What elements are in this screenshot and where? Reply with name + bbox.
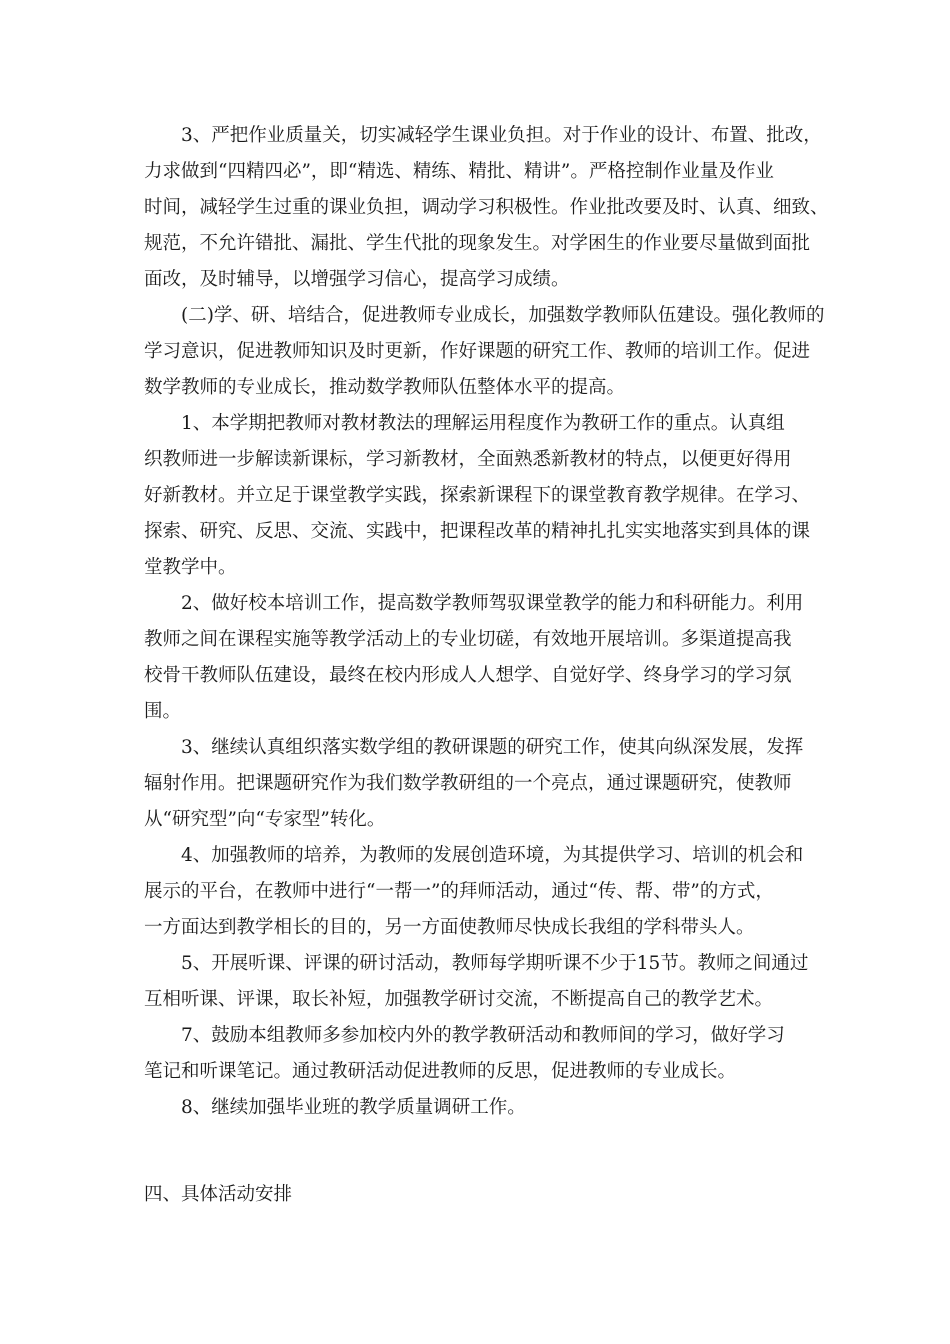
paragraph-line: 3、严把作业质量关，切实减轻学生课业负担。对于作业的设计、布置、批改， (181, 125, 822, 146)
paragraph-line: 校骨干教师队伍建设，最终在校内形成人人想学、自觉好学、终身学习的学习氛 (144, 665, 792, 686)
section-heading: 四、具体活动安排 (144, 1184, 293, 1205)
paragraph-line: 学习意识，促进教师知识及时更新，作好课题的研究工作、教师的培训工作。促进 (144, 341, 811, 362)
paragraph-line: 数学教师的专业成长，推动数学教师队伍整体水平的提高。 (144, 377, 626, 398)
paragraph-line: 2、做好校本培训工作，提高数学教师驾驭课堂教学的能力和科研能力。利用 (181, 593, 804, 614)
paragraph-line: (二)学、研、培结合，促进教师专业成长，加强数学教师队伍建设。强化教师的 (181, 305, 825, 326)
paragraph-line: 笔记和听课笔记。通过教研活动促进教师的反思，促进教师的专业成长。 (144, 1061, 737, 1082)
paragraph-line: 7、鼓励本组教师多参加校内外的教学教研活动和教师间的学习，做好学习 (181, 1025, 785, 1046)
paragraph-line: 从“研究型”向“专家型”转化。 (144, 809, 386, 830)
paragraph-line: 5、开展听课、评课的研讨活动，教师每学期听课不少于15节。教师之间通过 (181, 953, 809, 974)
paragraph-line: 1、本学期把教师对教材教法的理解运用程度作为教研工作的重点。认真组 (181, 413, 785, 434)
paragraph-line: 互相听课、评课，取长补短，加强教学研讨交流，不断提高自己的教学艺术。 (144, 989, 774, 1010)
paragraph-line: 织教师进一步解读新课标，学习新教材，全面熟悉新教材的特点，以便更好得用 (144, 449, 792, 470)
paragraph-line: 3、继续认真组织落实数学组的教研课题的研究工作，使其向纵深发展，发挥 (181, 737, 804, 758)
paragraph-line: 时间，减轻学生过重的课业负担，调动学习积极性。作业批改要及时、认真、细致、 (144, 197, 829, 218)
paragraph-line: 力求做到“四精四必”，即“精选、精练、精批、精讲”。严格控制作业量及作业 (144, 161, 774, 182)
paragraph-line: 好新教材。并立足于课堂教学实践，探索新课程下的课堂教育教学规律。在学习、 (144, 485, 811, 506)
paragraph-line: 规范，不允许错批、漏批、学生代批的现象发生。对学困生的作业要尽量做到面批 (144, 233, 811, 254)
paragraph-line: 堂教学中。 (144, 557, 237, 578)
paragraph-line: 8、继续加强毕业班的教学质量调研工作。 (181, 1097, 526, 1118)
paragraph-line: 辐射作用。把课题研究作为我们数学教研组的一个亮点，通过课题研究，使教师 (144, 773, 792, 794)
paragraph-line: 围。 (144, 701, 182, 722)
paragraph-line: 探索、研究、反思、交流、实践中，把课程改革的精神扎扎实实地落实到具体的课 (144, 521, 811, 542)
paragraph-line: 展示的平台，在教师中进行“一帮一”的拜师活动，通过“传、帮、带”的方式， (144, 881, 774, 902)
paragraph-line: 教师之间在课程实施等教学活动上的专业切磋，有效地开展培训。多渠道提高我 (144, 629, 792, 650)
paragraph-line: 4、加强教师的培养，为教师的发展创造环境，为其提供学习、培训的机会和 (181, 845, 804, 866)
paragraph-line: 一方面达到教学相长的目的，另一方面使教师尽快成长我组的学科带头人。 (144, 917, 755, 938)
paragraph-line: 面改，及时辅导，以增强学习信心，提高学习成绩。 (144, 269, 570, 290)
